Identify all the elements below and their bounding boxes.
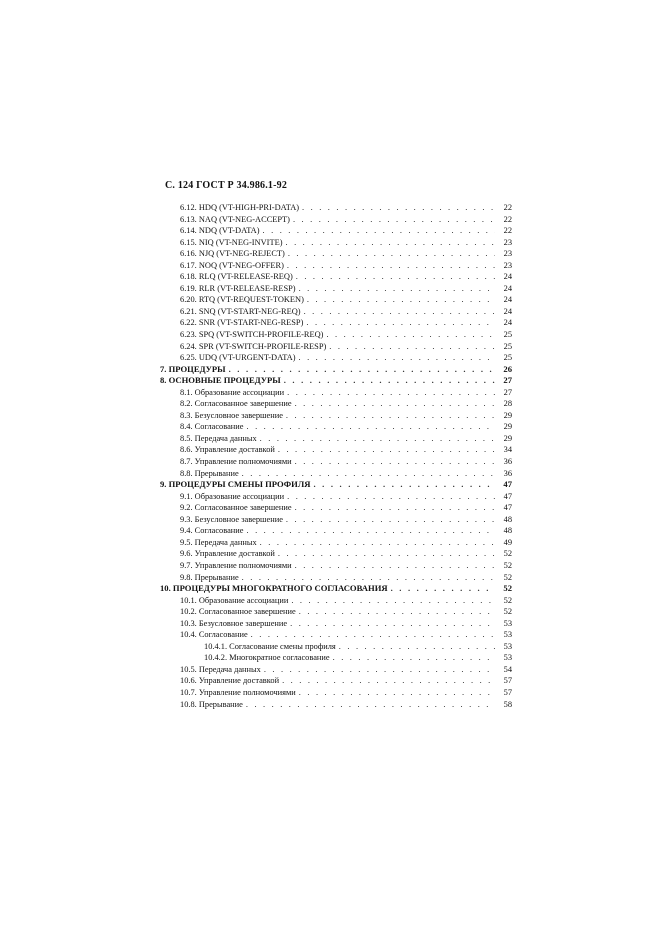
toc-entry-label: Управление доставкой [198, 676, 280, 686]
toc-entry-label: Безусловное завершение [194, 410, 283, 420]
toc-entry [160, 618, 512, 630]
toc-leader-dots [288, 248, 495, 260]
toc-entry-title [204, 652, 330, 664]
toc-entry-number: 10. [160, 583, 171, 594]
toc-entry [160, 421, 512, 433]
toc-entry-title [160, 375, 281, 387]
toc-page-number: 53 [503, 618, 512, 628]
toc-leader-dots [304, 306, 495, 318]
toc-entry [160, 271, 512, 283]
toc-entry-title [180, 618, 287, 630]
toc-leader-dots [282, 675, 495, 687]
toc-entry-title [160, 583, 388, 595]
toc-page-number: 22 [503, 203, 512, 212]
toc-entry [160, 687, 512, 699]
toc-page-number: 23 [503, 260, 512, 270]
toc-page-number: 52 [503, 572, 512, 582]
toc-leader-dots [242, 468, 495, 480]
toc-entry-label: Управление полномочиями [198, 687, 296, 697]
toc-entry-number: 9. [160, 479, 167, 490]
toc-entry [160, 329, 512, 341]
toc-entry-title [180, 675, 279, 687]
toc-leader-dots [295, 502, 495, 514]
toc-entry-title [180, 306, 301, 318]
toc-entry-number: 6.17. [180, 260, 197, 270]
toc-entry-title [180, 456, 292, 468]
toc-entry [160, 317, 512, 329]
toc-entry-number: 8.6. [180, 445, 193, 455]
toc-page-number: 26 [503, 363, 512, 374]
toc-entry-number: 6.18. [180, 272, 197, 282]
toc-entry-number: 6.15. [180, 237, 197, 247]
toc-entry-number: 6.14. [180, 226, 197, 236]
toc-leader-dots [229, 364, 495, 376]
toc-page-number: 58 [503, 699, 512, 709]
toc-entry-number: 6.25. [180, 353, 197, 363]
toc-leader-dots [298, 352, 495, 364]
toc-page-number: 47 [503, 503, 512, 513]
toc-entry-title [180, 410, 283, 422]
toc-entry-title [180, 514, 283, 526]
toc-leader-dots [260, 433, 495, 445]
toc-leader-dots [284, 375, 495, 387]
toc-entry-label: Согласование [194, 526, 244, 536]
toc-entry [160, 214, 512, 226]
toc-entry-label: Согласованное завершение [194, 399, 292, 409]
toc-entry [160, 352, 512, 364]
toc-page-number: 48 [503, 514, 512, 524]
toc-entry-number: 8.3. [180, 410, 193, 420]
toc-entry-number: 6.13. [180, 214, 197, 224]
toc-entry-label: ПРОЦЕДУРЫ [168, 363, 226, 374]
toc-leader-dots [329, 341, 495, 353]
toc-page-number: 24 [503, 318, 512, 328]
toc-entry-title [180, 502, 292, 514]
toc-entry-label: Многократное согласование [229, 653, 330, 663]
toc-entry-number: 10.2. [180, 607, 197, 617]
toc-leader-dots [326, 329, 495, 341]
toc-page-number: 47 [503, 479, 512, 490]
toc-leader-dots [286, 514, 495, 526]
toc-entry-number: 10.5. [180, 664, 197, 674]
toc-entry-label: ОСНОВНЫЕ ПРОЦЕДУРЫ [168, 375, 281, 386]
toc-entry-title [180, 468, 239, 480]
toc-entry-label: RLR (VT-RELEASE-RESP) [198, 283, 296, 293]
toc-entry [160, 260, 512, 272]
toc-entry-title [180, 421, 243, 433]
toc-entry-label: Безусловное завершение [194, 514, 283, 524]
toc-entry [160, 444, 512, 456]
toc-entry-label: RTQ (VT-REQUEST-TOKEN) [198, 295, 304, 305]
toc-leader-dots [246, 525, 495, 537]
toc-entry-number: 10.4.1. [204, 641, 228, 651]
toc-leader-dots [251, 629, 495, 641]
toc-entry [160, 572, 512, 584]
toc-entry-title [180, 595, 288, 607]
toc-leader-dots [299, 283, 495, 295]
toc-page-number: 57 [503, 676, 512, 686]
toc-entry-title [180, 699, 243, 711]
toc-page-number: 53 [503, 630, 512, 640]
toc-page-number: 29 [503, 422, 512, 432]
toc-entry-label: NOQ (VT-NEG-OFFER) [198, 260, 284, 270]
toc-page-number: 52 [503, 583, 512, 594]
toc-entry-number: 9.3. [180, 514, 193, 524]
toc-page-number: 22 [503, 214, 512, 224]
toc-entry-title [180, 560, 292, 572]
toc-entry-number: 9.8. [180, 572, 193, 582]
toc-leader-dots [286, 410, 495, 422]
toc-entry-label: Передача данных [194, 433, 257, 443]
toc-leader-dots [278, 548, 495, 560]
toc-entry-label: UDQ (VT-URGENT-DATA) [198, 353, 296, 363]
toc-page-number: 52 [503, 549, 512, 559]
toc-entry-number: 6.12. [180, 203, 197, 212]
toc-leader-dots [302, 202, 495, 214]
toc-entry [160, 560, 512, 572]
toc-entry-label: Передача данных [194, 537, 257, 547]
toc-entry [160, 375, 512, 387]
toc-entry-title [180, 329, 323, 341]
toc-leader-dots [242, 572, 495, 584]
toc-entry-label: SNQ (VT-START-NEG-REQ) [198, 306, 301, 316]
toc-page-number: 36 [503, 457, 512, 467]
toc-page-number: 25 [503, 341, 512, 351]
toc-entry-number: 10.8. [180, 699, 197, 709]
toc-entry-number: 8.7. [180, 457, 193, 467]
toc-page-number: 24 [503, 283, 512, 293]
toc-entry-title [180, 248, 285, 260]
toc-entry-number: 6.24. [180, 341, 197, 351]
toc-leader-dots [264, 664, 495, 676]
toc-page-number: 25 [503, 353, 512, 363]
toc-entry-label: NAQ (VT-NEG-ACCEPT) [198, 214, 290, 224]
toc-leader-dots [391, 583, 495, 595]
toc-entry-number: 8.1. [180, 387, 193, 397]
toc-entry-label: SPQ (VT-SWITCH-PROFILE-REQ) [198, 330, 324, 340]
toc-entry-label: Передача данных [198, 664, 261, 674]
toc-entry [160, 479, 512, 491]
toc-entry [160, 237, 512, 249]
toc-leader-dots [293, 214, 495, 226]
toc-leader-dots [287, 387, 495, 399]
table-of-contents [160, 202, 512, 710]
toc-entry [160, 641, 512, 653]
toc-entry-title [180, 687, 296, 699]
toc-entry-title [180, 525, 243, 537]
toc-entry-number: 10.7. [180, 687, 197, 697]
toc-entry [160, 675, 512, 687]
toc-page-number: 34 [503, 445, 512, 455]
toc-entry-label: Согласование [198, 630, 248, 640]
toc-page-number: 48 [503, 526, 512, 536]
toc-page-number: 53 [503, 641, 512, 651]
toc-entry-number: 8.5. [180, 433, 193, 443]
toc-page-number: 24 [503, 295, 512, 305]
toc-entry-title [180, 664, 261, 676]
toc-entry-label: Согласованное завершение [194, 503, 292, 513]
toc-leader-dots [263, 225, 495, 237]
toc-entry [160, 664, 512, 676]
toc-page-number: 27 [503, 375, 512, 386]
toc-entry-number: 6.22. [180, 318, 197, 328]
toc-entry [160, 387, 512, 399]
toc-entry-label: Согласование смены профиля [229, 641, 336, 651]
toc-page-number: 49 [503, 537, 512, 547]
toc-entry [160, 606, 512, 618]
toc-page-number: 47 [503, 491, 512, 501]
toc-entry-title [180, 260, 284, 272]
toc-entry-title [180, 317, 303, 329]
toc-entry [160, 537, 512, 549]
toc-entry-title [180, 444, 275, 456]
toc-entry-label: SNR (VT-START-NEG-RESP) [198, 318, 304, 328]
toc-entry-number: 9.6. [180, 549, 193, 559]
toc-leader-dots [339, 641, 495, 653]
toc-entry [160, 514, 512, 526]
toc-entry-label: Безусловное завершение [198, 618, 288, 628]
toc-entry [160, 398, 512, 410]
toc-entry-label: ПРОЦЕДУРЫ МНОГОКРАТНОГО СОГЛАСОВАНИЯ [172, 583, 388, 594]
toc-entry [160, 583, 512, 595]
toc-entry-label: ПРОЦЕДУРЫ СМЕНЫ ПРОФИЛЯ [168, 479, 311, 490]
toc-entry-number: 9.5. [180, 537, 193, 547]
toc-entry-title [180, 352, 295, 364]
toc-entry [160, 283, 512, 295]
toc-leader-dots [307, 294, 495, 306]
toc-entry-number: 9.7. [180, 560, 193, 570]
toc-entry-number: 10.4.2. [204, 653, 228, 663]
toc-entry-title [180, 606, 296, 618]
toc-entry-label: Согласованное завершение [198, 607, 296, 617]
toc-entry-number: 6.21. [180, 306, 197, 316]
toc-page-number: 27 [503, 387, 512, 397]
toc-leader-dots [278, 444, 495, 456]
toc-entry-title [180, 491, 284, 503]
toc-leader-dots [295, 398, 495, 410]
toc-entry-label: Прерывание [194, 468, 239, 478]
toc-page-number: 54 [503, 664, 512, 674]
toc-entry-label: RLQ (VT-RELEASE-REQ) [198, 272, 293, 282]
toc-entry [160, 548, 512, 560]
toc-entry [160, 364, 512, 376]
toc-entry-label: HDQ (VT-HIGH-PRI-DATA) [198, 203, 300, 212]
toc-leader-dots [246, 699, 495, 711]
toc-entry-title [180, 283, 296, 295]
toc-leader-dots [299, 687, 495, 699]
toc-entry-title [180, 387, 284, 399]
toc-entry [160, 595, 512, 607]
toc-entry-label: Образование ассоциации [194, 387, 285, 397]
toc-entry-title [180, 548, 275, 560]
toc-page-number: 22 [503, 226, 512, 236]
toc-leader-dots [313, 479, 495, 491]
toc-leader-dots [295, 560, 495, 572]
toc-entry-number: 10.6. [180, 676, 197, 686]
toc-leader-dots [291, 595, 495, 607]
toc-entry [160, 225, 512, 237]
toc-leader-dots [295, 456, 495, 468]
toc-entry-number: 10.1. [180, 595, 197, 605]
toc-entry-number: 6.23. [180, 330, 197, 340]
toc-entry-title [204, 641, 336, 653]
toc-entry-title [180, 572, 239, 584]
toc-entry-title [180, 537, 257, 549]
toc-entry-label: SPR (VT-SWITCH-PROFILE-RESP) [198, 341, 327, 351]
toc-page-number: 28 [503, 399, 512, 409]
toc-entry-label: Управление полномочиями [194, 457, 292, 467]
toc-page-number: 36 [503, 468, 512, 478]
toc-entry-number: 6.19. [180, 283, 197, 293]
toc-entry [160, 410, 512, 422]
toc-entry-title [180, 237, 283, 249]
toc-leader-dots [246, 421, 495, 433]
toc-entry-label: Управление доставкой [194, 445, 275, 455]
toc-leader-dots [287, 260, 495, 272]
toc-entry-label: NJQ (VT-NEG-REJECT) [198, 249, 285, 259]
toc-entry [160, 202, 512, 214]
toc-leader-dots [287, 491, 495, 503]
toc-page-number: 57 [503, 687, 512, 697]
toc-entry-title [180, 629, 248, 641]
toc-leader-dots [260, 537, 495, 549]
toc-entry [160, 525, 512, 537]
toc-entry-number: 8.4. [180, 422, 193, 432]
toc-entry-number: 9.4. [180, 526, 193, 536]
toc-page-number: 52 [503, 595, 512, 605]
toc-entry [160, 629, 512, 641]
toc-entry-title [160, 479, 310, 491]
toc-entry-label: Прерывание [198, 699, 243, 709]
toc-leader-dots [333, 652, 495, 664]
toc-entry-title [180, 398, 292, 410]
toc-page-number: 23 [503, 249, 512, 259]
toc-page-number: 52 [503, 560, 512, 570]
toc-entry-number: 6.16. [180, 249, 197, 259]
toc-entry-title [180, 294, 304, 306]
toc-leader-dots [290, 618, 495, 630]
toc-entry-label: Управление полномочиями [194, 560, 292, 570]
toc-leader-dots [299, 606, 495, 618]
toc-entry-title [180, 214, 290, 226]
toc-page-number: 53 [503, 653, 512, 663]
toc-entry-title [160, 364, 226, 376]
toc-entry-label: Управление доставкой [194, 549, 275, 559]
toc-entry [160, 341, 512, 353]
toc-entry-number: 9.2. [180, 503, 193, 513]
toc-entry [160, 294, 512, 306]
toc-entry-title [180, 341, 326, 353]
toc-entry-number: 8.2. [180, 399, 193, 409]
toc-entry [160, 468, 512, 480]
toc-entry-number: 8.8. [180, 468, 193, 478]
toc-page-number: 24 [503, 272, 512, 282]
toc-leader-dots [286, 237, 496, 249]
toc-entry-label: Прерывание [194, 572, 239, 582]
toc-entry-title [180, 271, 293, 283]
toc-leader-dots [306, 317, 495, 329]
toc-entry-number: 7. [160, 363, 167, 374]
toc-page-number: 25 [503, 330, 512, 340]
toc-entry [160, 248, 512, 260]
toc-entry-number: 8. [160, 375, 167, 386]
toc-page-number: 29 [503, 433, 512, 443]
toc-entry-label: NIQ (VT-NEG-INVITE) [198, 237, 283, 247]
toc-entry [160, 652, 512, 664]
toc-entry [160, 456, 512, 468]
toc-entry-title [180, 225, 260, 237]
toc-entry-label: Образование ассоциации [198, 595, 289, 605]
toc-entry [160, 433, 512, 445]
toc-entry [160, 699, 512, 711]
toc-entry [160, 491, 512, 503]
toc-entry-label: Образование ассоциации [194, 491, 285, 501]
toc-entry-number: 10.3. [180, 618, 197, 628]
toc-entry-number: 6.20. [180, 295, 197, 305]
page-header: С. 124 ГОСТ Р 34.986.1-92 [165, 180, 288, 191]
toc-page-number: 52 [503, 607, 512, 617]
toc-entry [160, 502, 512, 514]
toc-page-number: 24 [503, 306, 512, 316]
toc-entry-label: NDQ (VT-DATA) [198, 226, 260, 236]
toc-entry [160, 306, 512, 318]
toc-leader-dots [296, 271, 495, 283]
toc-entry-title [180, 202, 299, 214]
toc-entry-number: 10.4. [180, 630, 197, 640]
toc-entry-label: Согласование [194, 422, 244, 432]
toc-entry-title [180, 433, 257, 445]
toc-page-number: 29 [503, 410, 512, 420]
toc-page-number: 23 [503, 237, 512, 247]
toc-entry-number: 9.1. [180, 491, 193, 501]
